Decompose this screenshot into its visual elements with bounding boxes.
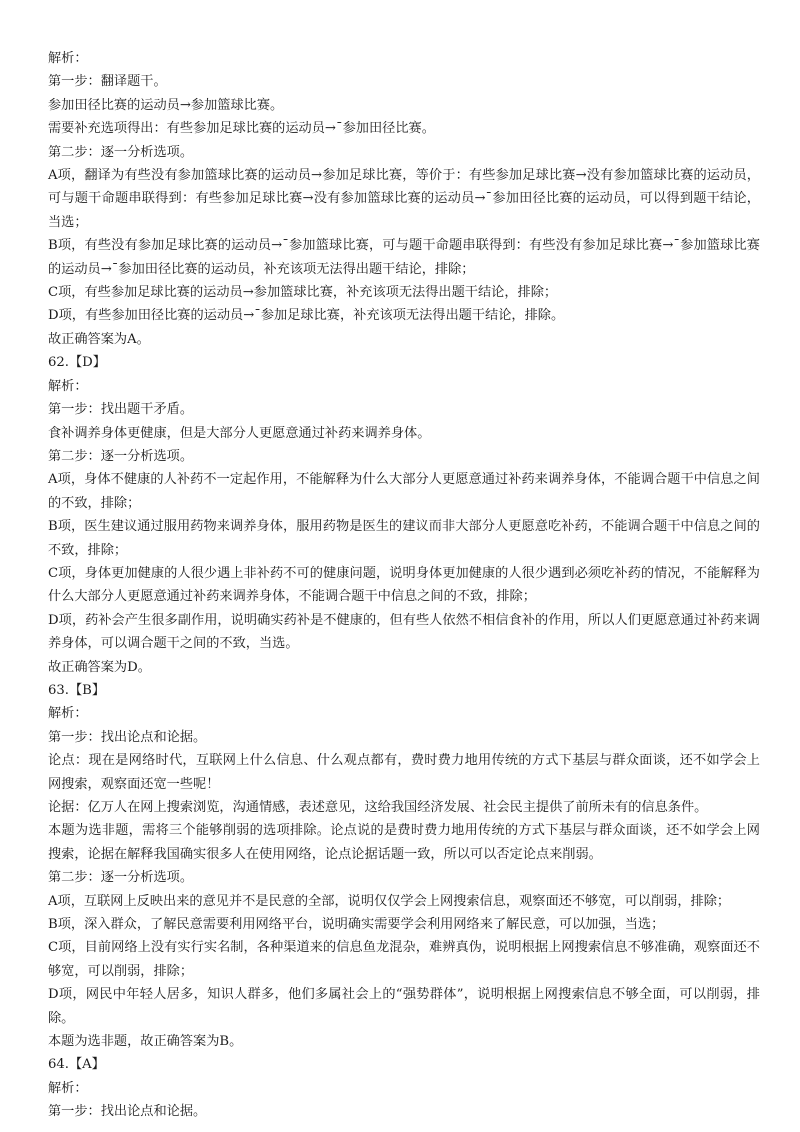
analysis-heading: 解析： <box>48 51 88 66</box>
question-note: 本题为选非题，需将三个能够削弱的选项排除。论点说的是费时费力地用传统的方式下基层与群众面谈，还不如学会上网搜索，论据在解释我国确实很多人在使用网络，论点论据话题一致，所以可以否定论点来削弱。 <box>48 823 760 862</box>
conclusion: 本题为选非题，故正确答案为B。 <box>48 1034 243 1050</box>
step-two: 第二步：逐一分析选项。 <box>48 870 194 886</box>
analysis-heading: 解析： <box>48 1080 88 1096</box>
question-63-answer: 63.【B】 <box>48 682 106 698</box>
document-page <box>48 47 760 1124</box>
question-62-answer: 62.【D】 <box>48 355 106 371</box>
thesis: 论点：现在是网络时代，互联网上什么信息、什么观点都有，费时费力地用传统的方式下基层与群众面谈，还不如学会上网搜索，观察面还宽一些呢！ <box>48 753 760 792</box>
premise: 参加田径比赛的运动员→参加篮球比赛。 <box>48 97 284 113</box>
contradiction: 食补调养身体更健康，但是大部分人更愿意通过补药来调养身体。 <box>48 425 431 441</box>
step-one: 第一步：找出题干矛盾。 <box>48 402 194 418</box>
option-d: D项，网民中年轻人居多，知识人群多，他们多属社会上的“强势群体”，说明根据上网搜索信息不够全面，可以削弱，排除。 <box>48 987 760 1026</box>
option-a: A项，互联网上反映出来的意见并不是民意的全部，说明仅仅学会上网搜索信息，观察面还不够宽，可以削弱，排除； <box>48 893 731 909</box>
analysis-heading: 解析： <box>48 378 88 394</box>
step-two: 第二步：逐一分析选项。 <box>48 448 194 464</box>
step-two: 第二步：逐一分析选项。 <box>48 144 194 160</box>
option-b: B项，有些没有参加足球比赛的运动员→¯参加篮球比赛，可与题干命题串联得到：有些没有参加足球比赛→¯参加篮球比赛的运动员→¯参加田径比赛的运动员，补充该项无法得出题干结论，排除； <box>48 238 760 277</box>
option-a: A项，身体不健康的人补药不一定起作用，不能解释为什么大部分人更愿意通过补药来调养身体，不能调合题干中信息之间的不致，排除； <box>48 472 760 511</box>
analysis-heading: 解析： <box>48 706 88 722</box>
conclusion: 故正确答案为D。 <box>48 659 151 675</box>
step-one: 第一步：翻译题干。 <box>48 74 167 90</box>
option-c: C项，有些参加足球比赛的运动员→参加篮球比赛，补充该项无法得出题干结论，排除； <box>48 285 558 301</box>
option-d: D项，药补会产生很多副作用，说明确实药补是不健康的，但有些人依然不相信食补的作用，所以人们更愿意通过补药来调养身体，可以调合题干之间的不致，当选。 <box>48 612 760 652</box>
option-c: C项，身体更加健康的人很少遇上非补药不可的健康问题，说明身体更加健康的人很少遇到必须吃补药的情况，不能解释为什么大部分人更愿意通过补药来调养身体，不能调合题干中信息之间的不致，排除； <box>48 565 760 605</box>
step-one: 第一步：找出论点和论据。 <box>48 729 207 745</box>
option-b: B项，医生建议通过服用药物来调养身体，服用药物是医生的建议而非大部分人更愿意吃补药，不能调合题干中信息之间的不致，排除； <box>48 519 760 558</box>
evidence: 论据：亿万人在网上搜索浏览，沟通情感，表述意见，这给我国经济发展、社会民主提供了前所未有的信息条件。 <box>48 800 708 815</box>
conclusion: 故正确答案为A。 <box>48 331 150 347</box>
option-b: B项，深入群众，了解民意需要利用网络平台，说明确实需要学会利用网络来了解民意，可以加强，当选； <box>48 917 665 933</box>
option-a: A项，翻译为有些没有参加篮球比赛的运动员→参加足球比赛，等价于：有些参加足球比赛→没有参加篮球比赛的运动员，可与题干命题串联得到：有些参加足球比赛→没有参加篮球比赛的运动员→¯参加田径比赛的运动员，可以得到题干结论，当选； <box>48 168 760 230</box>
option-d: D项，有些参加田径比赛的运动员→¯参加足球比赛，补充该项无法得出题干结论，排除。 <box>48 308 565 324</box>
requirement: 需要补充选项得出：有些参加足球比赛的运动员→¯参加田径比赛。 <box>48 121 435 137</box>
option-c: C项，目前网络上没有实行实名制，各种渠道来的信息鱼龙混杂，难辨真伪，说明根据上网搜索信息不够准确，观察面还不够宽，可以削弱，排除； <box>48 940 760 979</box>
step-one: 第一步：找出论点和论据。 <box>48 1104 207 1120</box>
question-64-answer: 64.【A】 <box>48 1057 105 1073</box>
